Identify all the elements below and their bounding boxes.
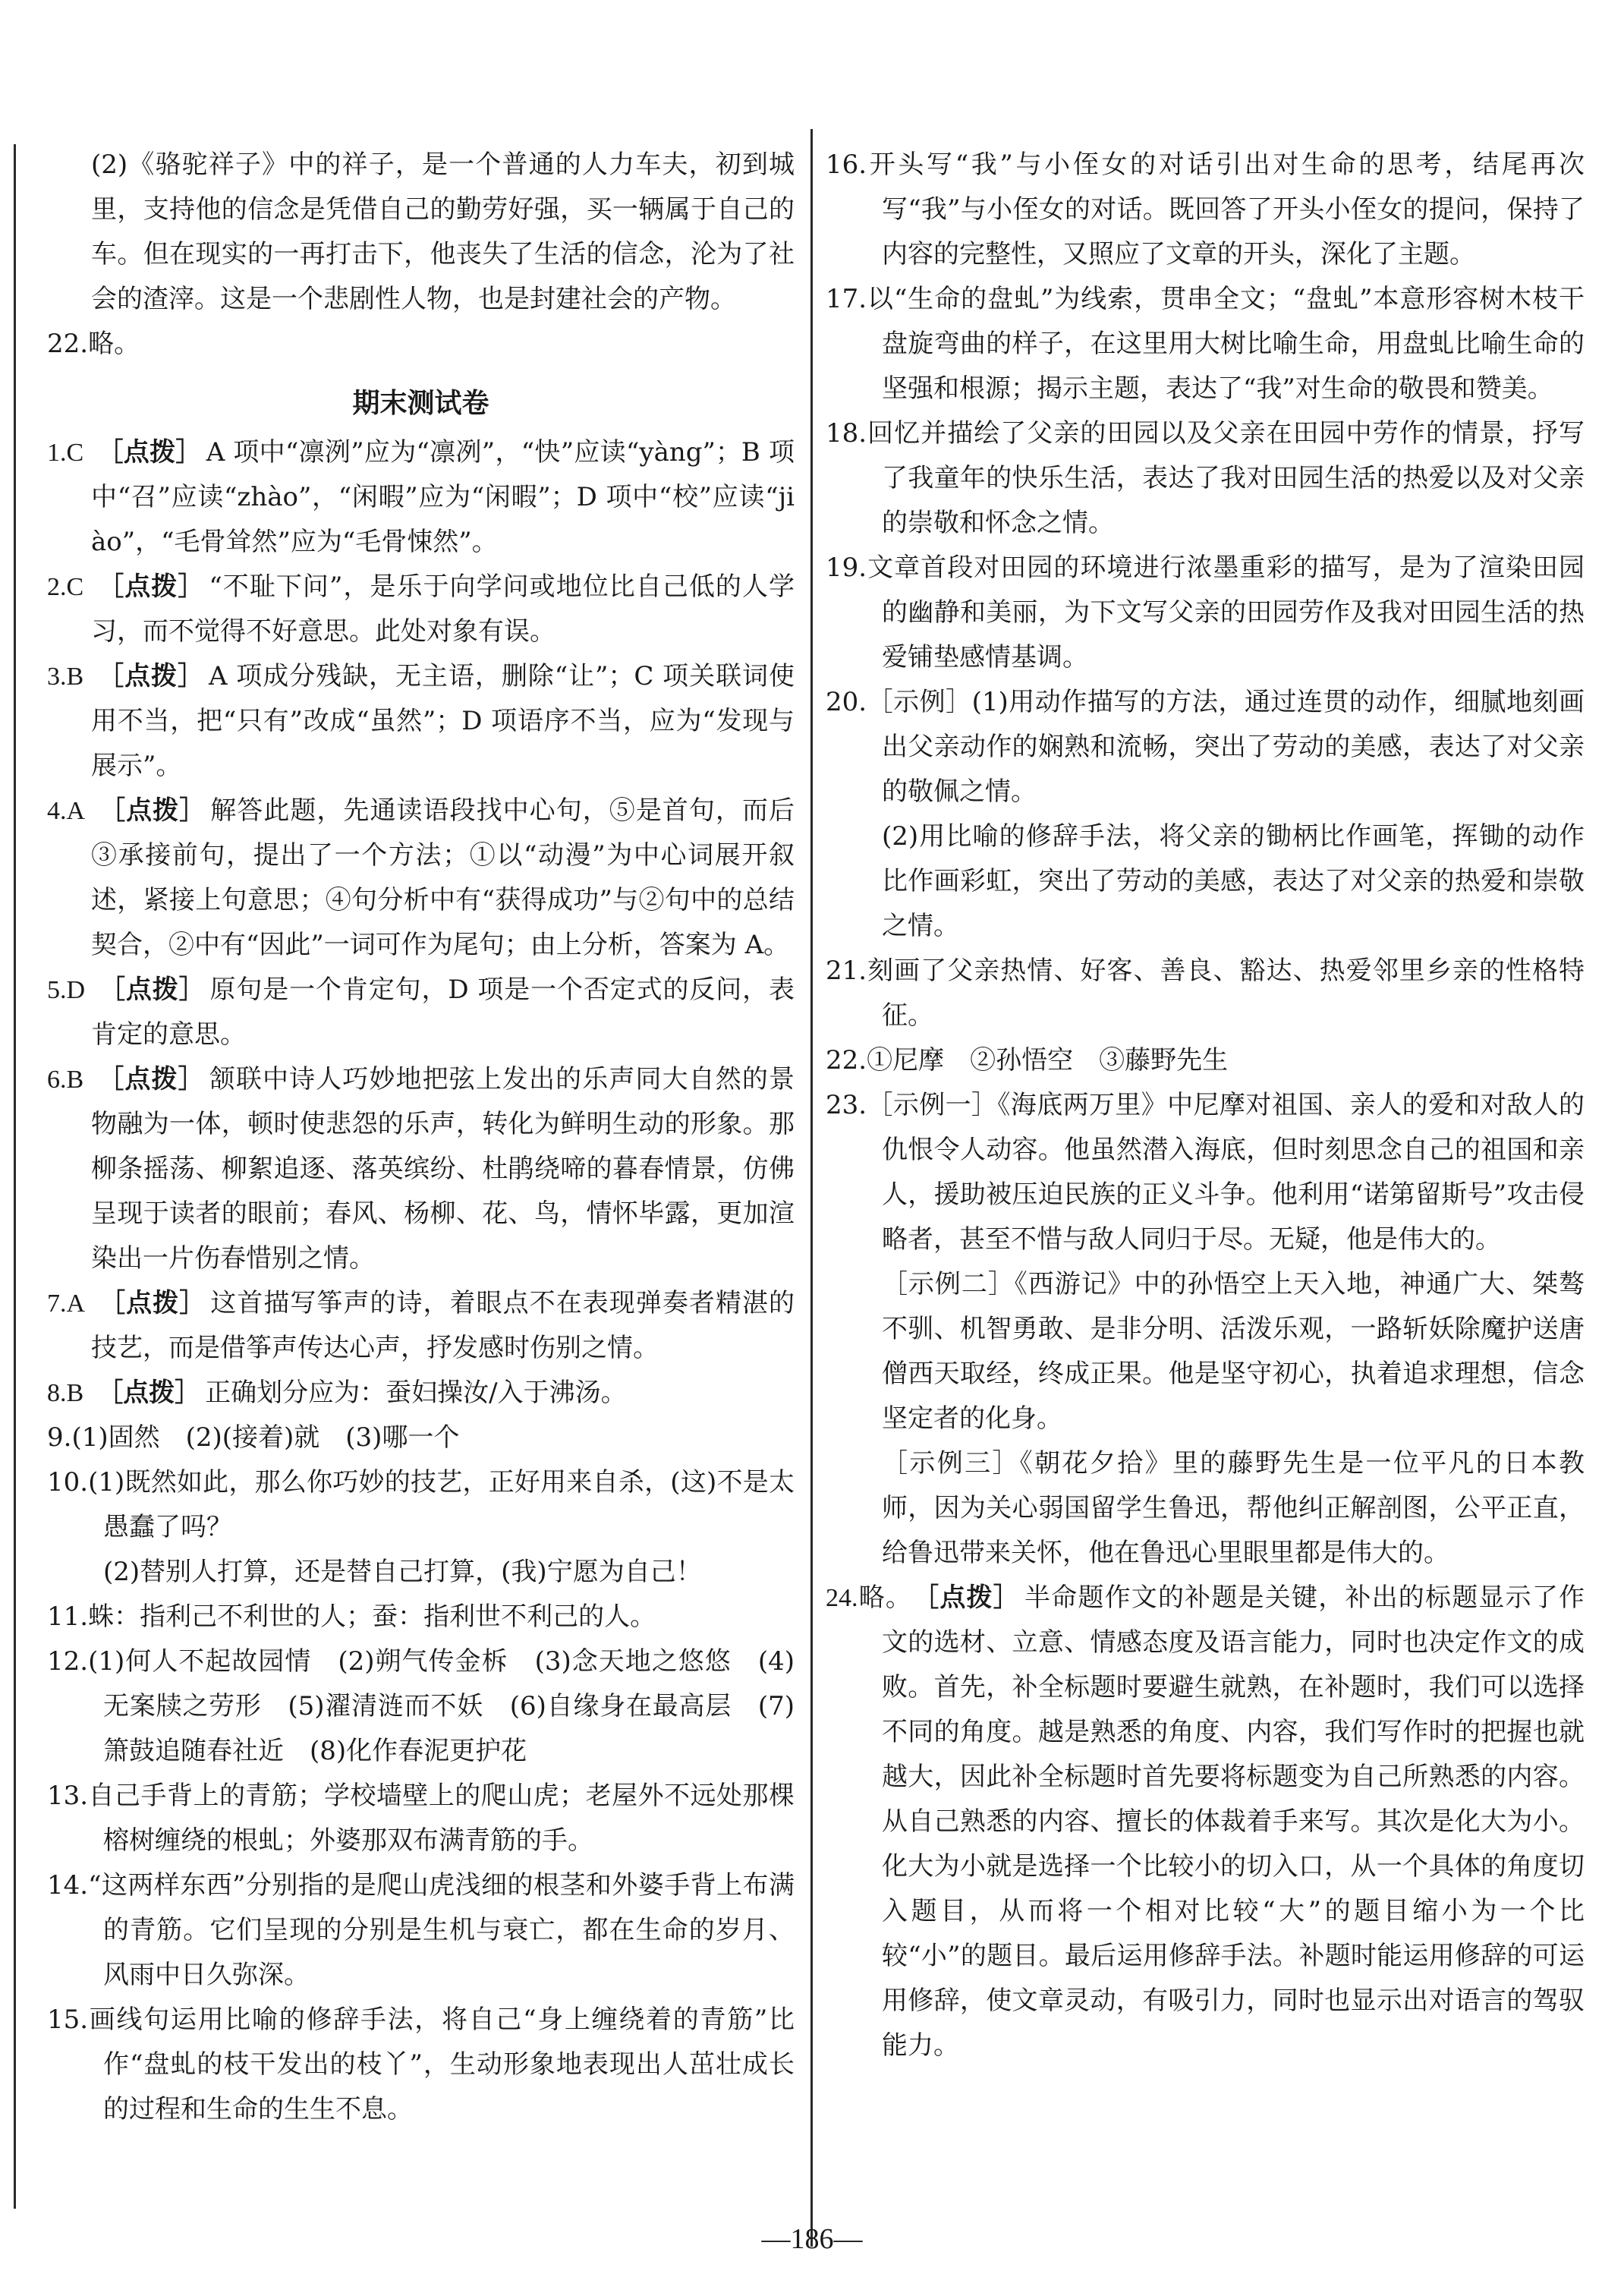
answer-item <box>47 430 795 565</box>
answer-21: 21.刻画了父亲热情、好客、善良、豁达、热爱邻里乡亲的性格特征。 <box>826 956 1585 1031</box>
hint-tag: ［点拨］ <box>97 1064 205 1094</box>
answer-12: 12.(1)何人不起故园情 (2)朔气传金柝 (3)念天地之悠悠 (4)无案牍之劳形 (5)濯清涟而不妖 (6)自缘身在最高层 (7)箫鼓追随春社近 (8)化作春泥更护花 <box>47 1646 795 1766</box>
answer-22-right: 22.①尼摩 ②孙悟空 ③藤野先生 <box>826 1045 1229 1076</box>
answer-item <box>47 565 795 654</box>
answer-number: 1.C <box>47 439 84 467</box>
answer-number: 6.B <box>47 1066 84 1094</box>
answer-13: 13.自己手背上的青筋；学校墙壁上的爬山虎；老屋外不远处那棵榕树缠绕的根虬；外婆那双布满青筋的手。 <box>47 1781 795 1856</box>
answer-item <box>47 1371 795 1416</box>
answer-23-example2: ［示例二］《西游记》中的孙悟空上天入地，神通广大、桀骜不驯、机智勇敢、是非分明、活泼乐观，一路斩妖除魔护送唐僧西天取经，终成正果。他是坚守初心，执着追求理想，信念坚定者的化身。 <box>882 1269 1585 1434</box>
hint-tag: ［点拨］ <box>97 661 204 691</box>
answer-15: 15.画线句运用比喻的修辞手法，将自己“身上缠绕着的青筋”比作“盘虬的枝干发出的枝丫”，生动形象地表现出人茁壮成长的过程和生命的生生不息。 <box>47 2005 795 2124</box>
answer-text: 半命题作文的补题是关键，补出的标题显示了作文的选材、立意、情感态度及语言能力，同时也决定作文的成败。首先，补全标题时要避生就熟，在补题时，我们可以选择不同的角度。越是熟悉的角度、内容，我们写作时的把握也就越大，因此补全标题时首先要将标题变为自己所熟悉的内容。从自己熟悉的内容、擅长的体裁着手来写。其次是化大为小。化大为小就是选择一个比较小的切入口，从一个具体的角度切入题目，从而将一个相对比较“大”的题目缩小为一个比较“小”的题目。最后运用修辞手法。补题时能运用修辞的可运用修辞，使文章灵动，有吸引力，同时也显示出对语言的驾驭能力。 <box>882 1583 1585 2061</box>
answer-text: 这首描写筝声的诗，着眼点不在表现弹奏者精湛的技艺，而是借筝声传达心声，抒发感时伤别之情。 <box>91 1288 795 1363</box>
column-divider <box>810 129 813 2247</box>
answer-10-part2: (2)替别人打算，还是替自己打算，(我)宁愿为自己！ <box>103 1557 702 1587</box>
hint-tag: ［点拨］ <box>99 795 206 826</box>
answer-24 <box>826 1576 1585 2068</box>
answer-10-part1: 10.(1)既然如此，那么你巧妙的技艺，正好用来自杀，(这)不是太愚蠢了吗？ <box>47 1467 795 1542</box>
answer-text: A 项成分残缺，无主语，删除“让”；C 项关联词使用不当，把“只有”改成“虽然”；D 项语序不当，应为“发现与展示”。 <box>91 661 795 781</box>
right-column <box>826 143 1585 2068</box>
answer-9: 9.(1)固然 (2)(接着)就 (3)哪一个 <box>47 1422 460 1453</box>
left-column <box>47 143 795 2132</box>
hint-tag: ［点拨］ <box>97 1378 201 1408</box>
answer-23-example1: 23.［示例一］《海底两万里》中尼摩对祖国、亲人的爱和对敌人的仇恨令人动容。他虽然潜入海底，但时刻思念自己的祖国和亲人，援助被压迫民族的正义斗争。他利用“诺第留斯号”攻击侵略者，甚至不惜与敌人同归于尽。无疑，他是伟大的。 <box>826 1090 1585 1255</box>
answer-number: 5.D <box>47 976 86 1004</box>
answer-16: 16.开头写“我”与小侄女的对话引出对生命的思考，结尾再次写“我”与小侄女的对话。既回答了开头小侄女的提问，保持了内容的完整性，又照应了文章的开头，深化了主题。 <box>826 150 1585 269</box>
answer-text: “不耻下问”，是乐于向学问或地位比自己低的人学习，而不觉得不好意思。此处对象有误。 <box>91 572 795 647</box>
answer-item <box>47 968 795 1057</box>
answer-text: 颔联中诗人巧妙地把弦上发出的乐声同大自然的景物融为一体，顿时使悲怨的乐声，转化为鲜明生动的形象。那柳条摇荡、柳絮追逐、落英缤纷、杜鹃绕啼的暮春情景，仿佛呈现于读者的眼前；春风、杨柳、花、鸟，情怀毕露，更加渲染出一片伤春惜别之情。 <box>91 1064 795 1274</box>
answer-23-example3: ［示例三］《朝花夕拾》里的藤野先生是一位平凡的日本教师，因为关心弱国留学生鲁迅，帮他纠正解剖图，公平正直，给鲁迅带来关怀，他在鲁迅心里眼里都是伟大的。 <box>882 1448 1585 1568</box>
answer-number: 3.B <box>47 663 84 691</box>
hint-tag: ［点拨］ <box>99 1288 206 1318</box>
answer-number: 4.A <box>47 797 86 825</box>
answer-item <box>47 654 795 789</box>
answer-17: 17.以“生命的盘虬”为线索，贯串全文；“盘虬”本意形容树木枝干盘旋弯曲的样子，在这里用大树比喻生命，用盘虬比喻生命的坚强和根源；揭示主题，表达了“我”对生命的敬畏和赞美。 <box>826 284 1585 404</box>
answer-item <box>47 1281 795 1371</box>
answer-number: 7.A <box>47 1290 86 1318</box>
answer-number: 24.略。 <box>826 1584 913 1612</box>
answer-19: 19.文章首段对田园的环境进行浓墨重彩的描写，是为了渲染田园的幽静和美丽，为下文写父亲的田园劳作及我对田园生活的热爱铺垫感情基调。 <box>826 553 1585 672</box>
answer-11: 11.蛛：指利己不利世的人；蚕：指利世不利己的人。 <box>47 1601 656 1632</box>
hint-tag: ［点拨］ <box>97 437 202 468</box>
section-title: 期末测试卷 <box>352 388 489 419</box>
answer-number: 2.C <box>47 573 84 601</box>
answer-item <box>47 1057 795 1281</box>
answer-text: 正确划分应为：蚕妇操汝/入于沸汤。 <box>205 1378 627 1408</box>
page-number: —186— <box>761 2223 863 2255</box>
answer-20-part1: 20.［示例］(1)用动作描写的方法，通过连贯的动作，细腻地刻画出父亲动作的娴熟和流畅，突出了劳动的美感，表达了对父亲的敬佩之情。 <box>826 687 1585 807</box>
answer-18: 18.回忆并描绘了父亲的田园以及父亲在田园中劳作的情景，抒写了我童年的快乐生活，表达了我对田园生活的热爱以及对父亲的崇敬和怀念之情。 <box>826 418 1585 538</box>
hint-tag: ［点拨］ <box>99 975 206 1005</box>
answer-text: A 项中“凛洌”应为“凛冽”，“快”应读“yàng”；B 项中“召”应读“zhào”，“闲暇”应为“闲暇”；D 项中“校”应读“jiào”，“毛骨耸然”应为“毛骨悚然”。 <box>91 437 795 557</box>
answer-20-part2: (2)用比喻的修辞手法，将父亲的锄柄比作画笔，挥锄的动作比作画彩虹，突出了劳动的美感，表达了对父亲的热爱和崇敬之情。 <box>882 821 1585 941</box>
answer-number: 8.B <box>47 1379 84 1407</box>
answer-item <box>47 789 795 968</box>
answer-text: 原句是一个肯定句，D 项是一个否定式的反问，表肯定的意思。 <box>91 975 795 1050</box>
hint-tag: ［点拨］ <box>926 1583 1020 1613</box>
answer-22: 22.略。 <box>47 329 140 359</box>
left-margin-rule <box>14 144 16 2209</box>
hint-tag: ［点拨］ <box>97 572 205 602</box>
answer-21-part2: (2)《骆驼祥子》中的祥子，是一个普通的人力车夫，初到城里，支持他的信念是凭借自己的勤劳好强，买一辆属于自己的车。但在现实的一再打击下，他丧失了生活的信念，沦为了社会的渣滓。这是一个悲剧性人物，也是封建社会的产物。 <box>91 150 795 314</box>
answer-text: 解答此题，先通读语段找中心句，⑤是首句，而后③承接前句，提出了一个方法；①以“动漫”为中心词展开叙述，紧接上句意思；④句分析中有“获得成功”与②句中的总结契合，②中有“因此”一词可作为尾句；由上分析，答案为 A。 <box>91 795 795 960</box>
answer-14: 14.“这两样东西”分别指的是爬山虎浅细的根茎和外婆手背上布满的青筋。它们呈现的分别是生机与衰亡，都在生命的岁月、风雨中日久弥深。 <box>47 1870 795 1990</box>
